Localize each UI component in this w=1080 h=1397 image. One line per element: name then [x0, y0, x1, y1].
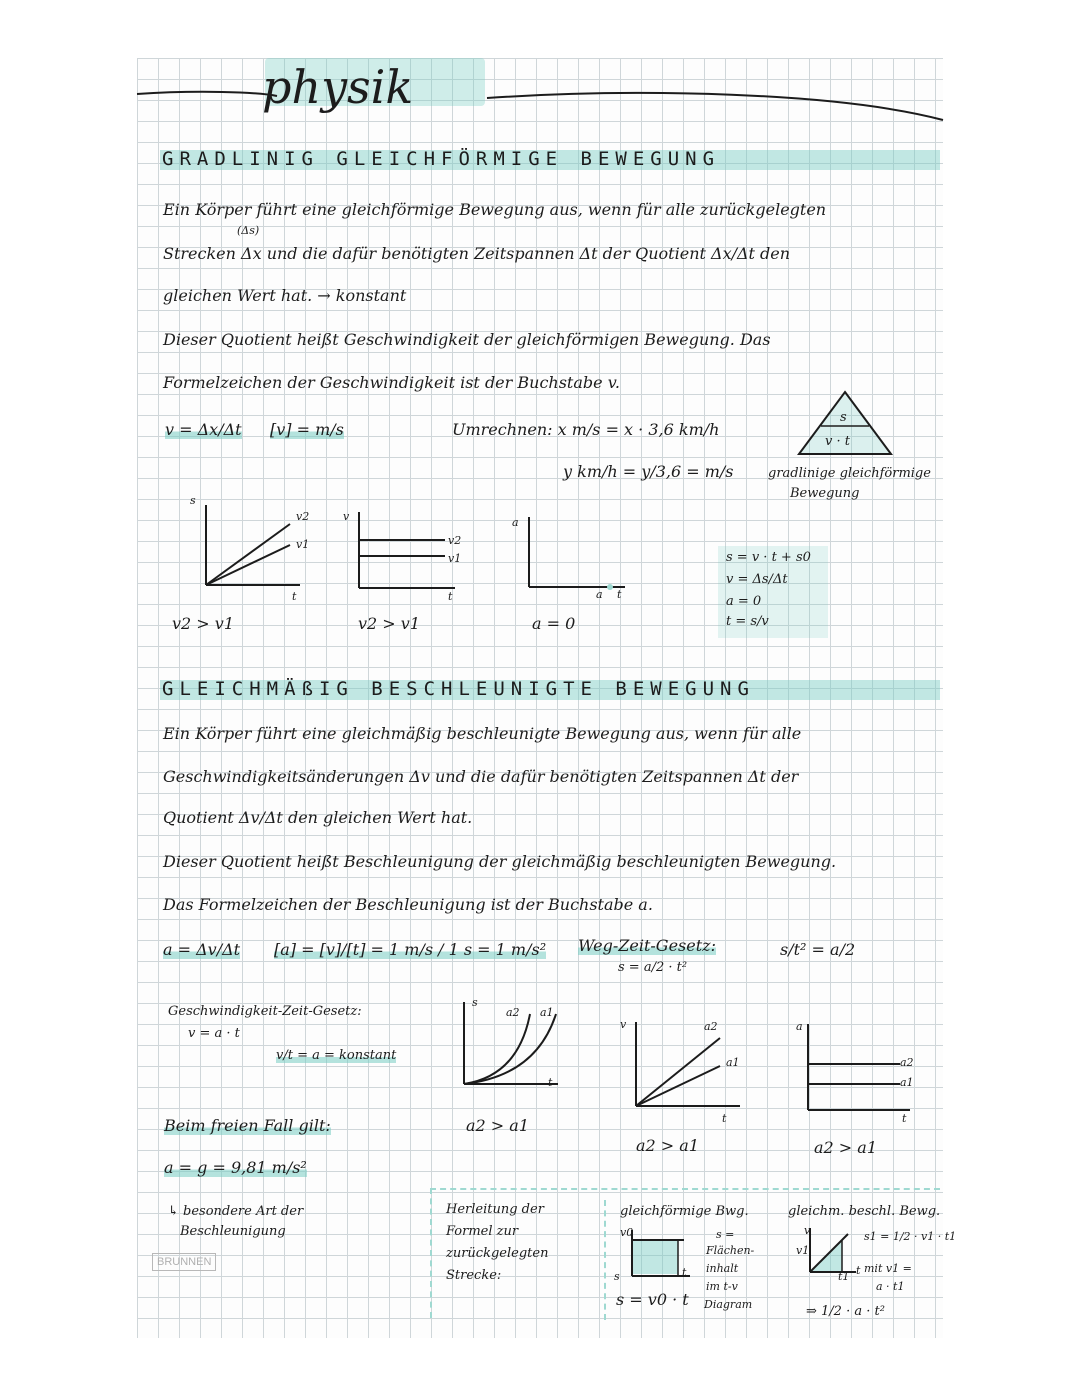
g2-line-bottom: v1 — [448, 552, 462, 565]
g1-yaxis: s — [190, 494, 196, 507]
g3-point: a — [596, 588, 603, 601]
accel-text-1: s1 = 1/2 · v1 · t1 — [864, 1230, 957, 1243]
uniform-label-v0: v0 — [620, 1226, 634, 1239]
eq-1: s = v · t + s0 — [726, 550, 811, 565]
g5-xaxis: t — [722, 1112, 727, 1125]
derivation-left-divider — [430, 1188, 432, 1318]
s1-line2: Strecken Δx und die dafür benötigten Zeitspannen Δt der Quotient Δx/Δt den — [163, 244, 791, 263]
g4-caption: a2 > a1 — [466, 1116, 530, 1135]
graph-s-t-uniform — [190, 500, 310, 600]
triangle-caption-2: Bewegung — [790, 486, 860, 501]
s2-line4: Dieser Quotient heißt Beschleunigung der gleichmäßig beschleunigten Bewegung. — [163, 852, 837, 871]
eq-4: t = s/v — [726, 614, 769, 629]
g1-xaxis: t — [292, 590, 297, 603]
uniform-title: gleichförmige Bwg. — [620, 1204, 749, 1219]
g5-caption: a2 > a1 — [636, 1136, 700, 1155]
area-text-1: s = — [716, 1228, 735, 1241]
freefall-4: Beschleunigung — [180, 1224, 286, 1239]
g4-line1: a2 — [506, 1006, 520, 1019]
s1-line5: Formelzeichen der Geschwindigkeit ist der Buchstabe v. — [163, 373, 620, 392]
g2-line-top: v2 — [448, 534, 462, 547]
eq-3: a = 0 — [726, 594, 762, 609]
freefall-3: ↳ besondere Art der — [168, 1204, 304, 1219]
s1-annotation: (Δs) — [237, 224, 260, 237]
vt-law-2: v = a · t — [188, 1026, 240, 1041]
s1-line4: Dieser Quotient heißt Geschwindigkeit der gleichförmigen Bewegung. Das — [163, 330, 771, 349]
triangle-top: s — [840, 410, 847, 425]
g4-xaxis: t — [548, 1076, 553, 1089]
convert-1: Umrechnen: x m/s = x · 3,6 km/h — [452, 420, 720, 439]
derivation-3: zurückgelegten — [446, 1246, 549, 1261]
derivation-top-divider — [430, 1188, 940, 1190]
accel-label-t: t — [856, 1264, 861, 1277]
s2-line5: Das Formelzeichen der Beschleunigung ist der Buchstabe a. — [163, 895, 653, 914]
derivation-1: Herleitung der — [446, 1202, 544, 1217]
accel-title: gleichm. beschl. Bewg. — [788, 1204, 941, 1219]
g3-xaxis: t — [617, 588, 622, 601]
g4-yaxis: s — [472, 996, 478, 1009]
g3-caption: a = 0 — [532, 614, 576, 633]
freefall-1: Beim freien Fall gilt: — [164, 1116, 331, 1135]
s2-line1: Ein Körper führt eine gleichmäßig beschleunigte Bewegung aus, wenn für alle — [163, 724, 802, 743]
g2-yaxis: v — [343, 510, 350, 523]
area-text-2: Flächen- — [706, 1244, 755, 1257]
g5-line1: a2 — [704, 1020, 718, 1033]
uniform-formula: s = v0 · t — [616, 1290, 689, 1309]
g4-line2: a1 — [540, 1006, 554, 1019]
section1-heading: GRADLINIG GLEICHFÖRMIGE BEWEGUNG — [162, 148, 721, 170]
accel-text-2: mit v1 = — [864, 1262, 912, 1275]
accel-label-v1: v1 — [796, 1244, 810, 1257]
unit-a: [a] = [v]/[t] = 1 m/s / 1 s = 1 m/s² — [274, 940, 547, 959]
vt-law-1: Geschwindigkeit-Zeit-Gesetz: — [168, 1004, 362, 1019]
area-text-3: inhalt — [706, 1262, 739, 1275]
convert-2: y km/h = y/3,6 = m/s — [563, 462, 734, 481]
derivation-mid-divider — [604, 1200, 606, 1320]
wegzeit-label: Weg-Zeit-Gesetz: — [578, 936, 716, 955]
accel-text-4: ⇒ 1/2 · a · t² — [806, 1304, 885, 1319]
g6-yaxis: a — [796, 1020, 803, 1033]
triangle-caption-1: gradlinige gleichförmige — [768, 466, 931, 481]
derivation-2: Formel zur — [446, 1224, 519, 1239]
g5-yaxis: v — [620, 1018, 627, 1031]
uniform-label-t: t — [682, 1266, 687, 1279]
graph-v-t-uniform — [345, 510, 465, 600]
area-text-4: im t-v — [706, 1280, 738, 1293]
page-title: physik — [262, 60, 414, 114]
g5-line2: a1 — [726, 1056, 740, 1069]
g6-line1: a2 — [900, 1056, 914, 1069]
wegzeit-formula: s = a/2 · t² — [618, 960, 688, 975]
s1-line3: gleichen Wert hat. → konstant — [163, 286, 407, 305]
unit-v: [v] = m/s — [270, 420, 344, 439]
ratio: s/t² = a/2 — [780, 940, 856, 959]
g2-xaxis: t — [448, 590, 453, 603]
s1-line1: Ein Körper führt eine gleichförmige Bewegung aus, wenn für alle zurückgelegten — [163, 200, 827, 219]
eq-2: v = Δs/Δt — [726, 572, 788, 587]
freefall-2: a = g = 9,81 m/s² — [164, 1158, 307, 1177]
uniform-label-s: s — [614, 1270, 620, 1283]
accel-text-3: a · t1 — [876, 1280, 905, 1293]
triangle-bottom: v · t — [825, 434, 850, 449]
title-swoosh — [137, 80, 943, 120]
formula-a: a = Δv/Δt — [163, 940, 241, 959]
s2-line2: Geschwindigkeitsänderungen Δv und die dafür benötigten Zeitspannen Δt der — [163, 767, 799, 786]
g1-line-top: v2 — [296, 510, 310, 523]
g6-xaxis: t — [902, 1112, 907, 1125]
g6-caption: a2 > a1 — [814, 1138, 878, 1157]
g1-line-bottom: v1 — [296, 538, 310, 551]
g1-caption: v2 > v1 — [172, 614, 235, 633]
vt-law-3: v/t = a = konstant — [276, 1048, 397, 1063]
g2-caption: v2 > v1 — [358, 614, 421, 633]
accel-label-t1: t1 — [838, 1270, 850, 1283]
s2-line3: Quotient Δv/Δt den gleichen Wert hat. — [163, 808, 473, 827]
accel-label-v: v — [804, 1224, 811, 1237]
derivation-4: Strecke: — [446, 1268, 502, 1283]
area-text-5: Diagram — [704, 1298, 753, 1311]
g6-line2: a1 — [900, 1076, 914, 1089]
formula-v: v = Δx/Δt — [165, 420, 242, 439]
g3-yaxis: a — [512, 516, 519, 529]
section2-heading: GLEICHMÄßIG BESCHLEUNIGTE BEWEGUNG — [162, 678, 755, 700]
brand-logo: BRUNNEN — [152, 1253, 216, 1271]
